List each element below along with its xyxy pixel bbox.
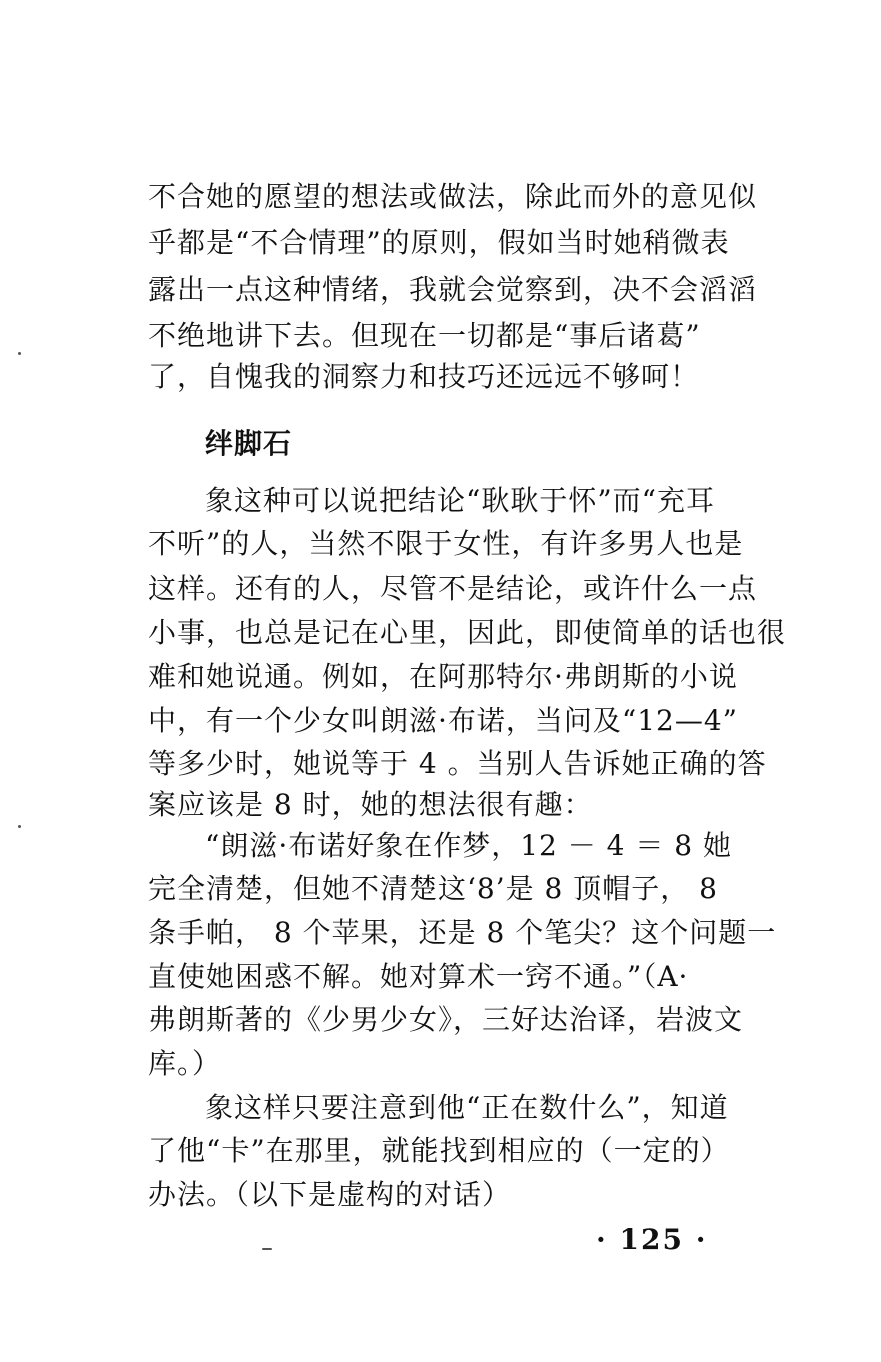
text-line: 乎都是“不合情理”的原则，假如当时她稍微表 <box>148 226 730 259</box>
scan-speck <box>18 352 21 355</box>
text-line: 办法。（以下是虚构的对话） <box>148 1178 512 1211</box>
text-line: 不绝地讲下去。但现在一切都是“事后诸葛” <box>148 319 701 352</box>
scan-speck <box>262 1248 272 1250</box>
text-line: 等多少时，她说等于 4 。当别人告诉她正确的答 <box>148 747 767 780</box>
page-number: · 125 · <box>596 1223 708 1256</box>
text-line: 小事，也总是记在心里，因此，即使简单的话也很 <box>148 616 787 649</box>
text-line: 了，自愧我的洞察力和技巧还远远不够呵！ <box>148 360 700 393</box>
quote-line: 弗朗斯著的《少男少女》，三好达治译，岩波文 <box>148 1003 744 1036</box>
text-line: 难和她说通。例如，在阿那特尔·弗朗斯的小说 <box>148 660 738 693</box>
scan-speck <box>18 825 21 828</box>
text-line: 象这种可以说把结论“耿耿于怀”而“充耳 <box>205 484 715 517</box>
text-line: 了他“卡”在那里，就能找到相应的（一定的） <box>148 1134 730 1167</box>
quote-line: 直使她困惑不解。她对算术一窍不通。”（A· <box>148 960 689 993</box>
text-line: 不合她的愿望的想法或做法，除此而外的意见似 <box>148 180 758 213</box>
text-line: 中，有一个少女叫朗滋·布诺，当问及“12—4” <box>148 704 738 737</box>
section-heading: 绊脚石 <box>205 427 293 460</box>
text-line: 这样。还有的人，尽管不是结论，或许什么一点 <box>148 572 758 605</box>
text-line: 象这样只要注意到他“正在数什么”，知道 <box>205 1091 729 1124</box>
quote-line: “朗滋·布诺好象在作梦，12 － 4 ＝ 8 她 <box>205 829 732 862</box>
quote-line: 条手帕， 8 个苹果，还是 8 个笔尖？这个问题一 <box>148 916 777 949</box>
quote-line: 库。） <box>148 1047 222 1080</box>
text-line: 不听”的人，当然不限于女性，有许多男人也是 <box>148 527 744 560</box>
text-line: 案应该是 8 时，她的想法很有趣： <box>148 788 593 821</box>
text-line: 露出一点这种情绪，我就会觉察到，决不会滔滔 <box>148 273 758 306</box>
quote-line: 完全清楚，但她不清楚这‘8’是 8 顶帽子， 8 <box>148 872 718 905</box>
